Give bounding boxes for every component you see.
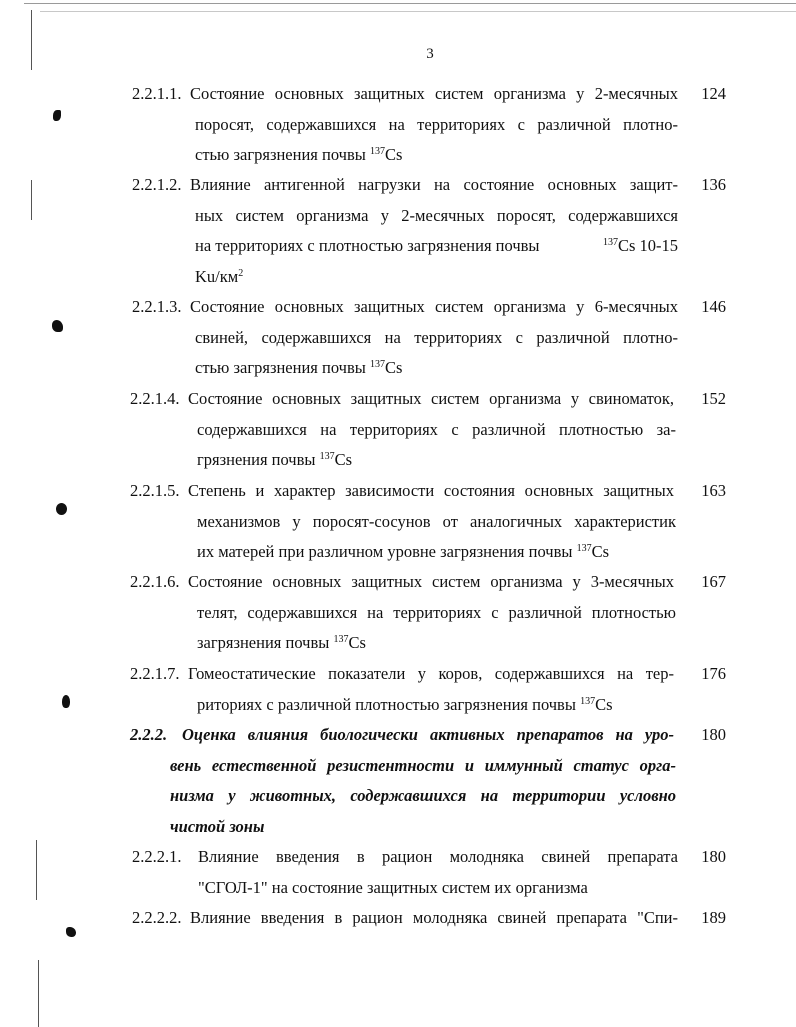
toc-entry-number: 2.2.2.2.: [132, 908, 182, 927]
toc-entry-line: $Ku/км^2$: [195, 266, 244, 286]
toc-entry-line: загрязнения почвы $^{137}$Cs: [197, 633, 366, 652]
toc-entry-line: Состояние основных защитных систем организма у 3-месячных: [188, 572, 674, 591]
toc-entry-line: низма у животных, содержавшихся на территории условно: [170, 786, 676, 805]
toc-entry-number: 2.2.1.7.: [130, 664, 180, 683]
toc-entry-line: Влияние антигенной нагрузки на состояние основных защит-: [190, 175, 678, 194]
isotope-mass: 137: [369, 359, 385, 370]
toc-entry-page: 124: [701, 84, 726, 103]
toc-entry-line: механизмов у поросят-сосунов от аналогичных характеристик: [197, 511, 676, 531]
toc-entry-line: Состояние основных защитных систем организма у свиноматок,: [188, 389, 674, 408]
toc-entry-line: "СГОЛ-1" на состояние защитных систем их организма: [198, 877, 588, 897]
toc-entry-line: риториях с различной плотностью загрязнения почвы $^{137}$Cs: [197, 694, 613, 714]
isotope-mass: 137: [576, 543, 592, 554]
toc-entry-line: Гомеостатические показатели у коров, содержавшихся на тер-: [188, 664, 674, 683]
toc-entry-line: Степень и характер зависимости состояния основных защитных: [188, 481, 674, 500]
toc-entry-line: содержавшихся на территориях с различной плотностью за-: [197, 419, 676, 439]
toc-entry-number: 2.2.1.3.: [132, 297, 182, 316]
toc-entry-line: Состояние основных защитных систем организма у 2-месячных: [190, 84, 678, 103]
toc-entry-line: чистой зоны: [170, 816, 265, 836]
toc-entry-line: их матерей при различном уровне загрязнения почвы $^{137}$Cs: [197, 542, 610, 561]
toc-entry-number: 2.2.2.1.: [132, 847, 182, 866]
toc-entry-line: свиней, содержавшихся на территориях с различной плотно-: [195, 327, 678, 347]
toc-entry-number: 2.2.1.2.: [132, 175, 182, 194]
isotope-mass: 137: [369, 146, 385, 157]
toc-entry-line: Влияние введения в рацион молодняка свиней препарата: [198, 847, 678, 866]
toc-entry-line: грязнения почвы $^{137}$Cs: [197, 450, 353, 469]
toc-entry-line: Влияние введения в рацион молодняка свиней препарата "Спи-: [190, 908, 678, 927]
toc-entry-number: 2.2.1.4.: [130, 389, 180, 408]
page-number: 3: [426, 46, 434, 62]
isotope-mass: 137: [580, 695, 596, 707]
toc-entry-page: 180: [701, 725, 726, 744]
toc-entry-line: на территориях с плотностью загрязнения почвы $^{137}$Cs 10-15: [195, 236, 678, 255]
toc-entry-number: 2.2.2.: [130, 725, 168, 744]
toc-entry-number: 2.2.1.5.: [130, 481, 180, 500]
toc-entry-line: стью загрязнения почвы $^{137}$Cs: [195, 145, 403, 164]
toc-entry-number: 2.2.1.1.: [132, 84, 182, 103]
toc-entry-page: 152: [701, 389, 726, 408]
toc-entry-page: 146: [701, 297, 726, 316]
toc-entry-page: 167: [701, 572, 726, 591]
toc-entry-page: 180: [701, 847, 726, 866]
toc-entry-line: вень естественной резистентности и иммунный статус орга-: [170, 755, 676, 775]
toc-entry-line: телят, содержавшихся на территориях с различной плотностью: [197, 602, 676, 622]
unit-exponent: 2: [238, 267, 244, 279]
isotope-mass: 137: [319, 451, 335, 462]
toc-entry-line: поросят, содержавшихся на территориях с различной плотно-: [195, 114, 678, 134]
toc-entry-page: 176: [701, 664, 726, 683]
toc-entry-page: 136: [701, 175, 726, 194]
toc-entry-line: стью загрязнения почвы $^{137}$Cs: [195, 358, 403, 377]
toc-entry-page: 189: [701, 908, 726, 927]
isotope-mass: 137: [602, 237, 618, 248]
toc-entry-line: ных систем организма у 2-месячных поросят, содержавшихся: [195, 205, 678, 225]
isotope-mass: 137: [333, 634, 349, 645]
toc-entry-line: Состояние основных защитных систем организма у 6-месячных: [190, 297, 678, 316]
toc-entry-page: 163: [701, 481, 726, 500]
toc-entry-number: 2.2.1.6.: [130, 572, 180, 591]
toc-entry-line: Оценка влияния биологически активных препаратов на уро-: [182, 725, 674, 744]
